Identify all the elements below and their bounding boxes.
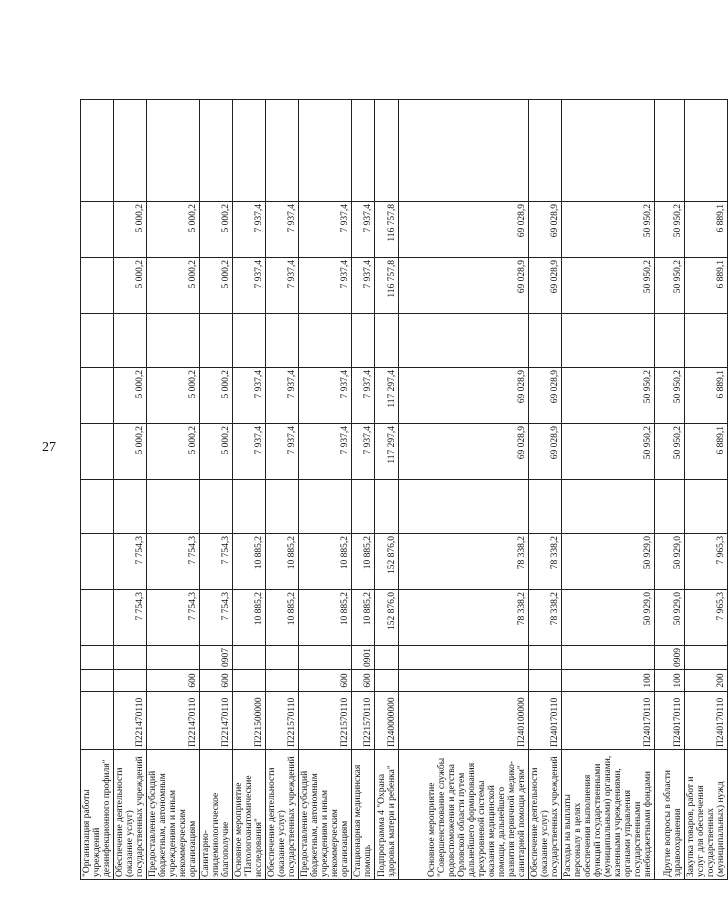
row-value-c1: 7 937,4 — [352, 258, 375, 314]
row-rz — [233, 646, 266, 670]
row-value-a3 — [299, 480, 352, 534]
row-value-a1: 78 338,2 — [529, 590, 562, 646]
row-value-b2: 7 937,4 — [299, 368, 352, 424]
row-value-a2: 10 885,2 — [266, 534, 299, 590]
table-row — [299, 100, 352, 880]
row-value-c2: 69 028,9 — [399, 202, 529, 258]
row-value-b1: 117 297,4 — [375, 424, 399, 480]
row-rz: 0909 — [655, 646, 685, 670]
row-value-c2: 5 000,2 — [147, 202, 200, 258]
page-number: 27 — [42, 440, 56, 455]
row-value-a2: 7 754,3 — [114, 534, 147, 590]
row-value-b1: 69 028,9 — [529, 424, 562, 480]
row-name: Подпрограмма 4 "Охрана здоровья матери и ребенка" — [375, 750, 399, 880]
row-value-b2: 117 297,4 — [375, 368, 399, 424]
row-value-c3 — [147, 100, 200, 202]
table-row — [375, 100, 399, 880]
row-name: Основное мероприятие "Патологоанатомические исследования" — [233, 750, 266, 880]
row-value-a2: 50 929,0 — [562, 534, 655, 590]
table-row — [655, 100, 685, 880]
row-value-c3 — [399, 100, 529, 202]
row-value-b2: 5 000,2 — [147, 368, 200, 424]
row-value-c3 — [81, 100, 114, 202]
row-code: П240100000 — [399, 692, 529, 750]
row-name: Основное мероприятие "Совершенствование службы родовспоможения и детства Орловской области путем дальнейшего формирования трехуровневой системы оказания медицинской помощи, дальнейшего развития первичной медико-санитарной помощи детям" — [399, 750, 529, 880]
table-row — [200, 100, 233, 880]
table-row — [352, 100, 375, 880]
row-value-b3 — [200, 314, 233, 368]
row-value-c1: 6 889,1 — [685, 258, 728, 314]
row-value-a3 — [375, 480, 399, 534]
row-value-b2: 7 937,4 — [352, 368, 375, 424]
row-vr — [266, 670, 299, 692]
row-value-a1: 50 929,0 — [562, 590, 655, 646]
row-value-a2 — [81, 534, 114, 590]
row-value-a1: 152 876,0 — [375, 590, 399, 646]
row-value-a1: 10 885,2 — [352, 590, 375, 646]
row-rz — [685, 646, 728, 670]
row-value-b1: 6 889,1 — [685, 424, 728, 480]
row-value-b1: 69 028,9 — [399, 424, 529, 480]
row-vr: 600 — [200, 670, 233, 692]
row-code: П240170110 — [529, 692, 562, 750]
row-value-a3 — [655, 480, 685, 534]
table-row — [147, 100, 200, 880]
row-rz — [562, 646, 655, 670]
row-rz — [299, 646, 352, 670]
row-value-b3 — [266, 314, 299, 368]
row-value-c2: 50 950,2 — [562, 202, 655, 258]
row-name: Предоставление субсидий бюджетным, автономным учреждениям и иным некоммерческим организациям — [299, 750, 352, 880]
row-value-b2: 50 950,2 — [562, 368, 655, 424]
table-body — [81, 100, 728, 880]
row-code: П221570110 — [266, 692, 299, 750]
row-code: П221470110 — [147, 692, 200, 750]
row-name: Обеспечение деятельности (оказание услуг) государственных учреждений — [114, 750, 147, 880]
row-value-b3 — [655, 314, 685, 368]
row-name: Стационарная медицинская помощь — [352, 750, 375, 880]
row-value-a2: 7 754,3 — [147, 534, 200, 590]
row-value-b2: 7 937,4 — [266, 368, 299, 424]
row-vr — [399, 670, 529, 692]
row-code: П221570110 — [352, 692, 375, 750]
row-value-a3 — [81, 480, 114, 534]
row-value-a2: 7 965,3 — [685, 534, 728, 590]
row-value-a1: 10 885,2 — [299, 590, 352, 646]
row-value-a3 — [233, 480, 266, 534]
table-row — [266, 100, 299, 880]
row-vr — [375, 670, 399, 692]
row-value-b2: 69 028,9 — [529, 368, 562, 424]
row-value-b1: 5 000,2 — [147, 424, 200, 480]
row-value-b3 — [375, 314, 399, 368]
row-name: Санитарно-эпидемиологическое благополучие — [200, 750, 233, 880]
row-value-b3 — [562, 314, 655, 368]
row-value-b3 — [81, 314, 114, 368]
table-row — [529, 100, 562, 880]
row-value-c3 — [114, 100, 147, 202]
row-name: Обеспечение деятельности (оказание услуг) государственных учреждений — [529, 750, 562, 880]
row-value-b1: 7 937,4 — [352, 424, 375, 480]
row-value-b2: 5 000,2 — [200, 368, 233, 424]
row-value-b1: 50 950,2 — [655, 424, 685, 480]
row-value-b2: 5 000,2 — [114, 368, 147, 424]
row-code: П221500000 — [233, 692, 266, 750]
row-value-c2: 50 950,2 — [655, 202, 685, 258]
row-value-b1: 7 937,4 — [266, 424, 299, 480]
row-vr: 600 — [352, 670, 375, 692]
row-vr: 100 — [562, 670, 655, 692]
row-value-a2: 152 876,0 — [375, 534, 399, 590]
row-code: П240170110 — [685, 692, 728, 750]
row-value-b3 — [233, 314, 266, 368]
row-value-a1: 7 965,3 — [685, 590, 728, 646]
row-value-b2 — [81, 368, 114, 424]
row-value-c1: 7 937,4 — [266, 258, 299, 314]
table-row — [233, 100, 266, 880]
row-value-c3 — [562, 100, 655, 202]
row-rz: 0901 — [352, 646, 375, 670]
table-row — [81, 100, 114, 880]
row-value-b1: 7 937,4 — [233, 424, 266, 480]
row-value-c2: 5 000,2 — [114, 202, 147, 258]
row-code: П240170110 — [562, 692, 655, 750]
row-value-a2: 50 929,0 — [655, 534, 685, 590]
row-value-c2: 69 028,9 — [529, 202, 562, 258]
row-value-a2: 10 885,2 — [352, 534, 375, 590]
row-value-c2: 5 000,2 — [200, 202, 233, 258]
row-name: "Организация работы учреждений дезинфекционного профиля" — [81, 750, 114, 880]
row-value-c2: 6 889,1 — [685, 202, 728, 258]
budget-table — [80, 99, 728, 880]
row-value-a2: 10 885,2 — [233, 534, 266, 590]
row-value-c3 — [685, 100, 728, 202]
row-name: Обеспечение деятельности (оказание услуг) государственных учреждений — [266, 750, 299, 880]
row-vr: 100 — [655, 670, 685, 692]
row-vr — [81, 670, 114, 692]
row-value-c3 — [352, 100, 375, 202]
row-code — [81, 692, 114, 750]
row-value-a1 — [81, 590, 114, 646]
row-code: П221470110 — [200, 692, 233, 750]
row-rz — [375, 646, 399, 670]
row-code: П240170110 — [655, 692, 685, 750]
row-value-c1 — [81, 258, 114, 314]
row-value-a3 — [562, 480, 655, 534]
row-vr: 600 — [299, 670, 352, 692]
row-value-a3 — [114, 480, 147, 534]
row-value-a2: 10 885,2 — [299, 534, 352, 590]
row-value-c1: 69 028,9 — [529, 258, 562, 314]
budget-table-rotated — [80, 100, 726, 880]
row-value-c2: 7 937,4 — [352, 202, 375, 258]
row-value-c1: 5 000,2 — [114, 258, 147, 314]
row-value-c1: 7 937,4 — [299, 258, 352, 314]
row-rz — [529, 646, 562, 670]
row-value-a1: 50 929,0 — [655, 590, 685, 646]
row-value-b2: 7 937,4 — [233, 368, 266, 424]
row-value-c1: 50 950,2 — [655, 258, 685, 314]
row-rz — [147, 646, 200, 670]
table-row — [399, 100, 529, 880]
table-row — [685, 100, 728, 880]
row-value-c3 — [200, 100, 233, 202]
row-value-b3 — [114, 314, 147, 368]
row-value-c1: 7 937,4 — [233, 258, 266, 314]
row-value-c3 — [529, 100, 562, 202]
row-vr — [529, 670, 562, 692]
row-value-a3 — [200, 480, 233, 534]
row-value-b2: 6 889,1 — [685, 368, 728, 424]
row-value-b3 — [352, 314, 375, 368]
row-value-a3 — [529, 480, 562, 534]
row-name: Закупка товаров, работ и услуг для обеспечения государственных (муниципальных) нужд — [685, 750, 728, 880]
row-value-c2: 7 937,4 — [266, 202, 299, 258]
row-value-b1: 5 000,2 — [200, 424, 233, 480]
row-value-a1: 7 754,3 — [114, 590, 147, 646]
row-value-a1: 7 754,3 — [147, 590, 200, 646]
table-row — [114, 100, 147, 880]
row-rz — [399, 646, 529, 670]
row-value-a3 — [685, 480, 728, 534]
row-value-b3 — [399, 314, 529, 368]
row-value-a3 — [399, 480, 529, 534]
row-value-c1: 116 757,8 — [375, 258, 399, 314]
row-value-c2: 7 937,4 — [233, 202, 266, 258]
row-value-c3 — [375, 100, 399, 202]
row-value-c3 — [655, 100, 685, 202]
row-value-b2: 69 028,9 — [399, 368, 529, 424]
row-value-c1: 5 000,2 — [200, 258, 233, 314]
row-value-c2 — [81, 202, 114, 258]
row-value-b3 — [529, 314, 562, 368]
row-value-a2: 78 338,2 — [529, 534, 562, 590]
row-value-a1: 78 338,2 — [399, 590, 529, 646]
row-value-a3 — [147, 480, 200, 534]
table-row — [562, 100, 655, 880]
row-code: П240000000 — [375, 692, 399, 750]
row-value-b1: 7 937,4 — [299, 424, 352, 480]
row-vr — [114, 670, 147, 692]
row-value-b3 — [685, 314, 728, 368]
row-rz — [81, 646, 114, 670]
row-vr: 600 — [147, 670, 200, 692]
row-name: Расходы на выплаты персоналу в целях обеспечения выполнения функций государственными (муниципальными) органами, казенными учреждениями, органами управления государственными внебюджетными фондами — [562, 750, 655, 880]
row-value-b2: 50 950,2 — [655, 368, 685, 424]
row-name: Предоставление субсидий бюджетным, автономным учреждениям и иным некоммерческим организациям — [147, 750, 200, 880]
row-value-b3 — [147, 314, 200, 368]
row-rz — [266, 646, 299, 670]
row-value-b3 — [299, 314, 352, 368]
row-value-c3 — [233, 100, 266, 202]
row-name: Другие вопросы в области здравоохранения — [655, 750, 685, 880]
row-value-a2: 78 338,2 — [399, 534, 529, 590]
row-value-b1: 50 950,2 — [562, 424, 655, 480]
row-vr — [233, 670, 266, 692]
row-value-c3 — [266, 100, 299, 202]
row-value-c1: 69 028,9 — [399, 258, 529, 314]
row-value-c2: 116 757,8 — [375, 202, 399, 258]
row-value-a3 — [352, 480, 375, 534]
row-value-c1: 5 000,2 — [147, 258, 200, 314]
row-value-c1: 50 950,2 — [562, 258, 655, 314]
row-code: П221470110 — [114, 692, 147, 750]
row-vr: 200 — [685, 670, 728, 692]
row-value-a1: 10 885,2 — [233, 590, 266, 646]
row-value-c3 — [299, 100, 352, 202]
row-value-b1: 5 000,2 — [114, 424, 147, 480]
row-value-a3 — [266, 480, 299, 534]
row-value-b1 — [81, 424, 114, 480]
row-rz — [114, 646, 147, 670]
row-rz: 0907 — [200, 646, 233, 670]
row-value-a1: 10 885,2 — [266, 590, 299, 646]
row-code: П221570110 — [299, 692, 352, 750]
row-value-a2: 7 754,3 — [200, 534, 233, 590]
row-value-a1: 7 754,3 — [200, 590, 233, 646]
row-value-c2: 7 937,4 — [299, 202, 352, 258]
